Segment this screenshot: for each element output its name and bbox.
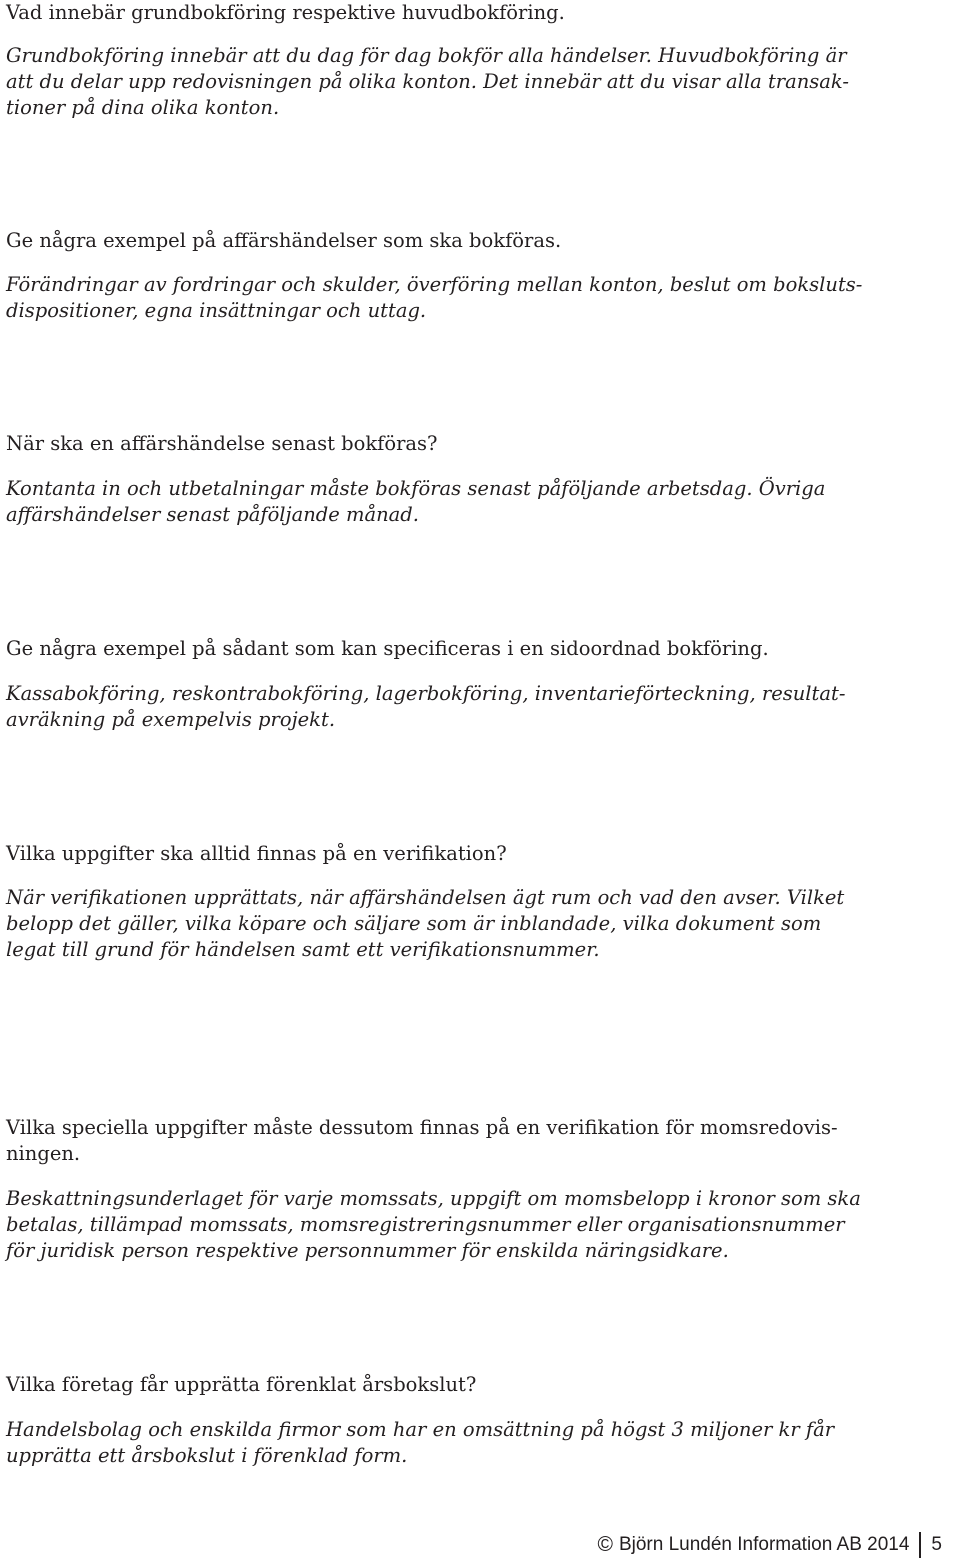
question-4 (6, 636, 906, 662)
answer-6-line-1: Beskattningsunderlaget för varje momssats, uppgift om momsbelopp i kronor som ska (6, 1187, 861, 1210)
footer-divider (919, 1532, 921, 1558)
question-4-line-1: Ge några exempel på sådant som kan specificeras i en sidoordnad bokföring. (6, 637, 769, 660)
question-2 (6, 228, 906, 254)
answer-1 (6, 43, 906, 121)
copyright-symbol: © (597, 1533, 613, 1556)
question-3-line-1: När ska en affärshändelse senast bokföras? (6, 432, 438, 455)
answer-7-line-1: Handelsbolag och enskilda firmor som har en omsättning på högst 3 miljoner kr får (6, 1418, 835, 1441)
answer-6-line-2: betalas, tillämpad momssats, momsregistreringsnummer eller organisationsnummer (6, 1213, 845, 1236)
question-6 (6, 1115, 906, 1167)
answer-3 (6, 476, 906, 528)
question-1 (6, 0, 906, 26)
answer-5 (6, 885, 906, 963)
answer-5-line-3: legat till grund för händelsen samt ett verifikationsnummer. (6, 938, 600, 961)
answer-6 (6, 1186, 906, 1264)
answer-7 (6, 1417, 906, 1469)
answer-1-line-3: tioner på dina olika konton. (6, 96, 280, 119)
question-6-line-1: Vilka speciella uppgifter måste dessutom finnas på en verifikation för momsredovis- (6, 1116, 838, 1139)
question-5-line-1: Vilka uppgifter ska alltid finnas på en verifikation? (6, 842, 507, 865)
question-2-line-1: Ge några exempel på affärshändelser som ska bokföras. (6, 229, 562, 252)
question-3 (6, 431, 906, 457)
answer-4-line-1: Kassabokföring, reskontrabokföring, lagerbokföring, inventarieförteckning, resultat- (6, 682, 846, 705)
answer-4-line-2: avräkning på exempelvis projekt. (6, 708, 336, 731)
question-5 (6, 841, 906, 867)
answer-1-line-1: Grundbokföring innebär att du dag för dag bokför alla händelser. Huvudbokföring är (6, 44, 847, 67)
answer-6-line-3: för juridisk person respektive personnummer för enskilda näringsidkare. (6, 1239, 729, 1262)
answer-7-line-2: upprätta ett årsbokslut i förenklad form. (6, 1444, 408, 1467)
answer-2 (6, 272, 906, 324)
question-6-line-2: ningen. (6, 1142, 81, 1165)
answer-5-line-2: belopp det gäller, vilka köpare och säljare som är inblandade, vilka dokument som (6, 912, 822, 935)
question-7 (6, 1372, 906, 1398)
answer-3-line-2: affärshändelser senast påföljande månad. (6, 503, 419, 526)
answer-1-line-2: att du delar upp redovisningen på olika konton. Det innebär att du visar alla transak- (6, 70, 849, 93)
answer-4 (6, 681, 906, 733)
answer-3-line-1: Kontanta in och utbetalningar måste bokföras senast påföljande arbetsdag. Övriga (6, 477, 826, 500)
answer-2-line-1: Förändringar av fordringar och skulder, överföring mellan konton, beslut om boksluts- (6, 273, 863, 296)
answer-5-line-1: När verifikationen upprättats, när affärshändelsen ägt rum och vad den avser. Vilket (6, 886, 845, 909)
page-footer (597, 1532, 942, 1558)
publisher-name: Björn Lundén Information AB 2014 (618, 1534, 910, 1555)
answer-2-line-2: dispositioner, egna insättningar och uttag. (6, 299, 427, 322)
question-1-line-1: Vad innebär grundbokföring respektive huvudbokföring. (6, 1, 565, 24)
page-number: 5 (931, 1534, 942, 1555)
question-7-line-1: Vilka företag får upprätta förenklat årsbokslut? (6, 1373, 477, 1396)
